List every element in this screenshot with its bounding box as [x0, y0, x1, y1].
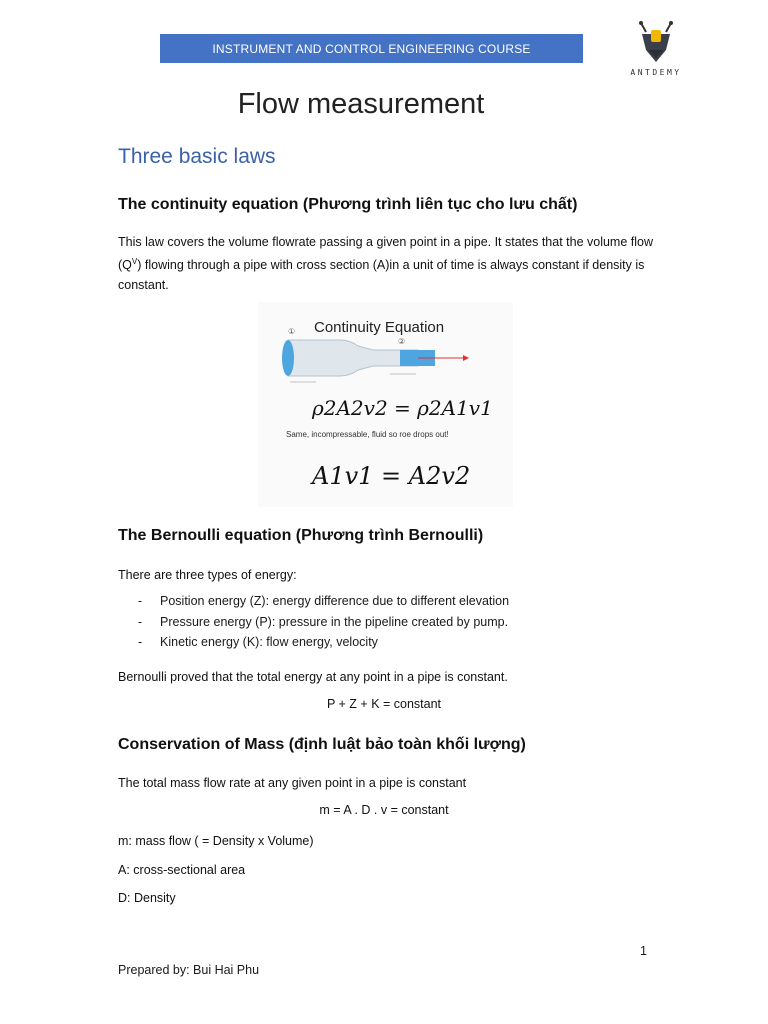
continuity-figure	[258, 302, 513, 507]
list-item: - Position energy (Z): energy difference due to different elevation	[118, 594, 509, 615]
equation-density: ρ2A2v2 = ρ2A1v1	[312, 396, 493, 420]
logo-text: ANTDEMY	[630, 68, 682, 77]
equation-continuity: A1v1 = A2v2	[312, 462, 471, 490]
mass-statement: The total mass flow rate at any given point in a pipe is constant	[118, 776, 467, 790]
continuity-paragraph	[118, 232, 658, 295]
prepared-by: Prepared by: Bui Hai Phu	[118, 963, 260, 977]
mass-formula: m = A . D . v = constant	[319, 803, 449, 817]
bernoulli-intro: There are three types of energy:	[118, 568, 297, 582]
definition-density: D: Density	[118, 891, 176, 905]
pipe-inlet	[282, 340, 294, 376]
page-title: Flow measurement	[237, 88, 485, 120]
list-item: - Pressure energy (P): pressure in the pipeline created by pump.	[118, 615, 509, 636]
definition-mass-flow: m: mass flow ( = Density x Volume)	[118, 834, 314, 848]
continuity-diagram	[258, 302, 513, 507]
continuity-heading: The continuity equation (Phương trình liên tục cho lưu chất)	[118, 196, 578, 213]
antdemy-logo	[626, 20, 686, 82]
continuity-text-end: ) flowing through a pipe with cross section (A)in a unit of time is always constant if density is constant.	[118, 258, 645, 293]
bernoulli-formula: P + Z + K = constant	[326, 697, 442, 711]
energy-list	[118, 594, 509, 656]
section-heading: Three basic laws	[118, 145, 276, 168]
page-number: 1	[640, 944, 647, 958]
mass-heading: Conservation of Mass (định luật bảo toàn khối lượng)	[118, 736, 526, 753]
list-item: - Kinetic energy (K): flow energy, velocity	[118, 635, 509, 656]
definition-area: A: cross-sectional area	[118, 863, 246, 877]
ant-head-logo-icon	[626, 20, 686, 68]
figure-title: Continuity Equation	[314, 319, 445, 336]
bernoulli-heading: The Bernoulli equation (Phương trình Bernoulli)	[118, 527, 484, 544]
section-label-2: ②	[398, 337, 406, 346]
bernoulli-statement: Bernoulli proved that the total energy at any point in a pipe is constant.	[118, 670, 508, 684]
section-label-1: ①	[288, 327, 296, 336]
continuity-text-start: This law covers the volume flowrate passing a given point in a pipe. It states that the volume flow (Q	[118, 235, 653, 273]
continuity-superscript: V	[131, 257, 138, 266]
figure-note: Same, incompressable, fluid so roe drops out!	[286, 430, 449, 439]
course-banner: INSTRUMENT AND CONTROL ENGINEERING COURSE	[160, 34, 583, 63]
